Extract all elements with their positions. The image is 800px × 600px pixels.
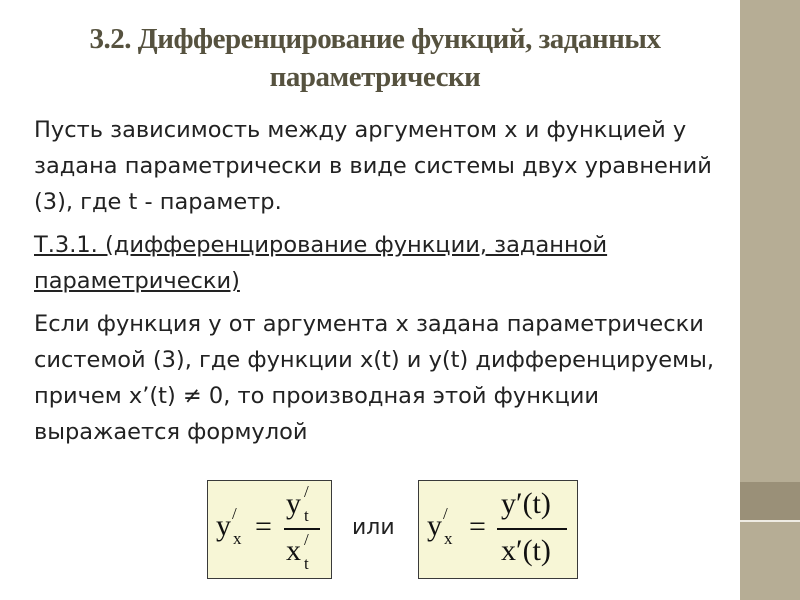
formula2-prime: / xyxy=(443,504,448,523)
intro-paragraph: Пусть зависимость между аргументом x и функцией y задана параметрически в виде системы двух уравнений (3), где t - параметр. xyxy=(34,117,712,215)
formula1-den-x: x xyxy=(286,534,301,567)
formula2-sub-x: x xyxy=(444,529,453,548)
theorem-statement: Если функция y от аргумента x задана параметрически системой (3), где функции x(t) и y(t) дифференцируемы, причем x’(t) ≠ 0, то производная этой функции выражается формулой xyxy=(34,311,715,445)
formula1-fraction-line xyxy=(284,528,320,530)
slide-title-line1: 3.2. Дифференцирование функций, заданных xyxy=(89,23,661,55)
formula1-num-y: y xyxy=(286,487,301,520)
formula1-prime: / xyxy=(232,504,237,523)
sidebar-stripe xyxy=(740,482,800,520)
formula2-numerator: y′(t) xyxy=(501,487,551,520)
sidebar-stripe-line xyxy=(740,520,800,522)
formula1-den-sub-t: t xyxy=(304,554,309,573)
formula2-denominator: x′(t) xyxy=(501,534,551,567)
formula-box-2 xyxy=(418,480,578,579)
formula1-num-prime: / xyxy=(304,482,309,501)
slide-title-line2: параметрически xyxy=(269,61,481,93)
formula2-fraction-line xyxy=(497,528,567,530)
formula1-den-prime: / xyxy=(304,530,309,549)
theorem-heading: Т.3.1. (дифференцирование функции, заданной параметрически) xyxy=(34,232,608,294)
slide-body xyxy=(34,112,724,457)
or-label: или xyxy=(352,515,395,540)
formula1-num-sub-t: t xyxy=(304,506,309,525)
formula2-equals: = xyxy=(469,510,486,543)
formula1-y: y xyxy=(216,509,231,542)
formula1-sub-x: x xyxy=(233,529,242,548)
formula1-equals: = xyxy=(255,510,272,543)
slide-title xyxy=(20,20,730,96)
formula-box-1 xyxy=(207,480,332,579)
formula2-y: y xyxy=(427,509,442,542)
